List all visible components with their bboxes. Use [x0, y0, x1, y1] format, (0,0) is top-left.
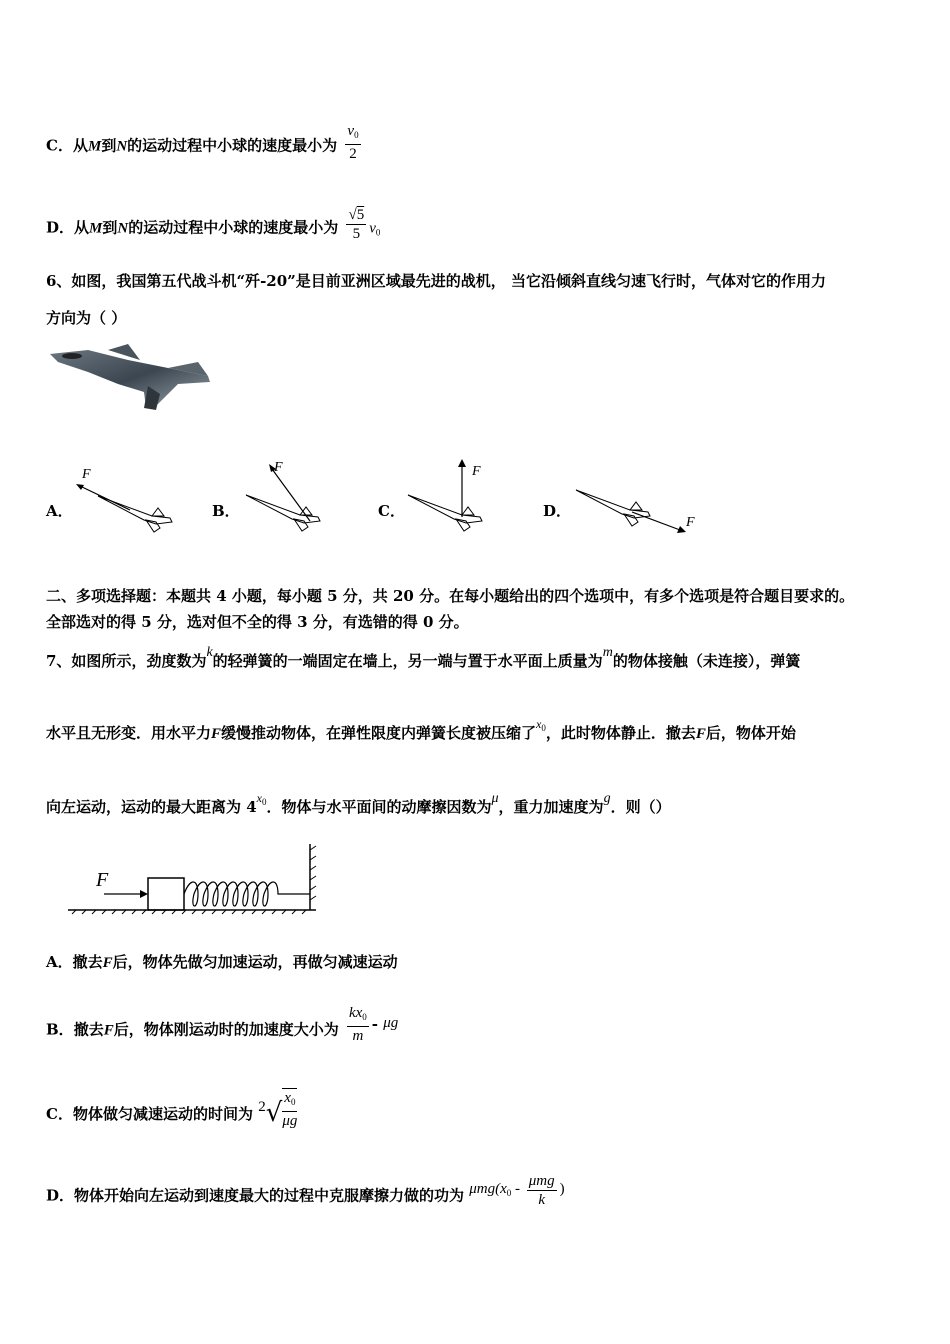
text: ．物体与水平面间的动摩擦因数为	[266, 798, 492, 816]
text: 撤去	[73, 1020, 104, 1039]
text: 从	[74, 218, 90, 237]
text: 的轻弹簧的一端固定在墙上，另一端与置于水平面上质量为	[212, 652, 603, 670]
force-label: F	[472, 464, 481, 479]
operator: -	[371, 1014, 379, 1033]
denominator: m	[352, 1028, 364, 1044]
fraction: $\frac{√5}{5}$	[348, 207, 365, 242]
var-f: F	[695, 726, 706, 742]
text: 后，物体先做匀加速运动，再做匀减速运动	[112, 953, 398, 971]
q6-option-c-figure[interactable]	[404, 455, 514, 535]
fraction	[347, 1004, 369, 1045]
q7-stem-line3	[46, 791, 671, 817]
option-label: A．	[46, 953, 73, 971]
subscript: 0	[506, 1187, 512, 1198]
text: 的物体接触（未连接），弹簧	[612, 652, 801, 670]
sqrt-sign: √	[265, 1098, 283, 1128]
option-label: C．	[46, 1105, 73, 1123]
text: 到	[101, 136, 117, 155]
var-f: F	[211, 726, 222, 742]
q6-stem-line1: 6、如图，我国第五代战斗机“歼-20”是目前亚洲区域最先进的战机， 当它沿倾斜直线匀速飞行时，气体对它的作用力	[46, 272, 827, 290]
text: 的运动过程中小球的速度最小为	[127, 136, 338, 155]
q6-option-a-label[interactable]: A．	[46, 502, 73, 520]
q6-option-b-figure[interactable]	[238, 455, 348, 535]
subscript: 0	[290, 1097, 296, 1107]
text: 后，物体开始	[705, 724, 796, 742]
subscript: 0	[541, 723, 546, 733]
q7-stem-line2	[46, 717, 796, 743]
text: 水平且无形变．用水平力	[46, 724, 212, 742]
q5-option-c[interactable]	[46, 123, 364, 167]
q6-option-c-label[interactable]: C．	[378, 502, 405, 520]
text: ．则（）	[610, 798, 671, 816]
subscript: 0	[262, 797, 267, 807]
term: μg	[383, 1014, 399, 1031]
force-label: F	[274, 460, 283, 475]
denominator: 5	[352, 226, 361, 242]
var-g: g	[603, 791, 611, 806]
q7-stem-line1	[46, 645, 801, 671]
fraction	[282, 1088, 297, 1130]
spring-block-diagram	[64, 840, 324, 920]
var-n: N	[117, 220, 129, 237]
var-m: M	[87, 138, 102, 155]
coefficient: 2	[258, 1099, 266, 1115]
text: 到	[102, 218, 118, 237]
q6-option-d-figure[interactable]	[572, 480, 702, 540]
var-x: x	[536, 717, 542, 731]
q6-option-b-label[interactable]: B．	[212, 502, 240, 520]
text: 物体开始向左运动到速度最大的过程中克服摩擦力做的功为	[74, 1186, 465, 1205]
fraction	[345, 122, 360, 163]
force-label: F	[82, 467, 91, 482]
var-f: F	[102, 955, 113, 971]
text: 的运动过程中小球的速度最小为	[128, 218, 339, 237]
text: 7、如图所示，劲度数为	[46, 652, 207, 670]
option-label: C．	[46, 136, 73, 155]
fraction	[527, 1172, 557, 1209]
q5-option-d[interactable]	[46, 207, 381, 247]
var-v: v	[347, 123, 355, 139]
text: ，此时物体静止．撤去	[545, 724, 696, 742]
var-k: k	[206, 645, 213, 660]
text: 向左运动，运动的最大距离为 4	[46, 798, 257, 816]
var-f: F	[103, 1022, 114, 1039]
option-label: B．	[46, 1020, 74, 1039]
subscript: 0	[354, 130, 359, 140]
q6-option-a-figure[interactable]	[70, 458, 180, 536]
q6-stem-line2: 方向为（ ）	[46, 309, 127, 327]
text: 物体做匀减速运动的时间为	[72, 1105, 253, 1123]
text: 从	[72, 136, 88, 155]
sqrt-arg: 5	[356, 207, 365, 223]
section2-instructions-line1: 二、多项选择题：本题共 4 小题，每小题 5 分，共 20 分。在每小题给出的四个选项中，有多个选项是符合题目要求的。	[46, 587, 855, 605]
numerator: kx	[348, 1005, 363, 1021]
q7-option-b[interactable]	[46, 1005, 399, 1051]
paren: )	[559, 1180, 565, 1197]
var-m: m	[602, 645, 613, 660]
text: 缓慢推动物体，在弹性限度内弹簧长度被压缩了	[221, 724, 537, 742]
var-mu: μ	[491, 791, 499, 806]
q7-option-d[interactable]	[46, 1173, 565, 1215]
q7-option-a[interactable]	[46, 951, 398, 972]
subscript: 0	[375, 227, 381, 238]
numerator: x	[284, 1090, 291, 1106]
fighter-jet-image	[48, 342, 216, 414]
option-label: D．	[46, 1186, 75, 1205]
denominator: 2	[349, 146, 357, 162]
expr: μmg(x	[469, 1180, 507, 1197]
var-n: N	[116, 138, 128, 155]
subscript: 0	[362, 1012, 367, 1022]
var-m: M	[89, 220, 103, 237]
text: 后，物体刚运动时的加速度大小为	[113, 1020, 339, 1039]
numerator: μmg	[528, 1173, 555, 1189]
section2-instructions-line2: 全部选对的得 5 分，选对但不全的得 3 分，有选错的得 0 分。	[46, 613, 469, 631]
force-label: F	[686, 515, 695, 530]
var-x: x	[256, 791, 262, 805]
denominator: k	[538, 1192, 546, 1208]
text: 撤去	[72, 953, 103, 971]
option-label: D．	[46, 218, 75, 237]
q7-option-c[interactable]	[46, 1090, 300, 1136]
denominator: μg	[282, 1113, 298, 1129]
q6-option-d-label[interactable]: D．	[543, 502, 572, 520]
operator: -	[511, 1180, 524, 1197]
text: ，重力加速度为	[498, 798, 604, 816]
force-label: F	[96, 869, 109, 891]
var-v: v	[369, 220, 376, 237]
